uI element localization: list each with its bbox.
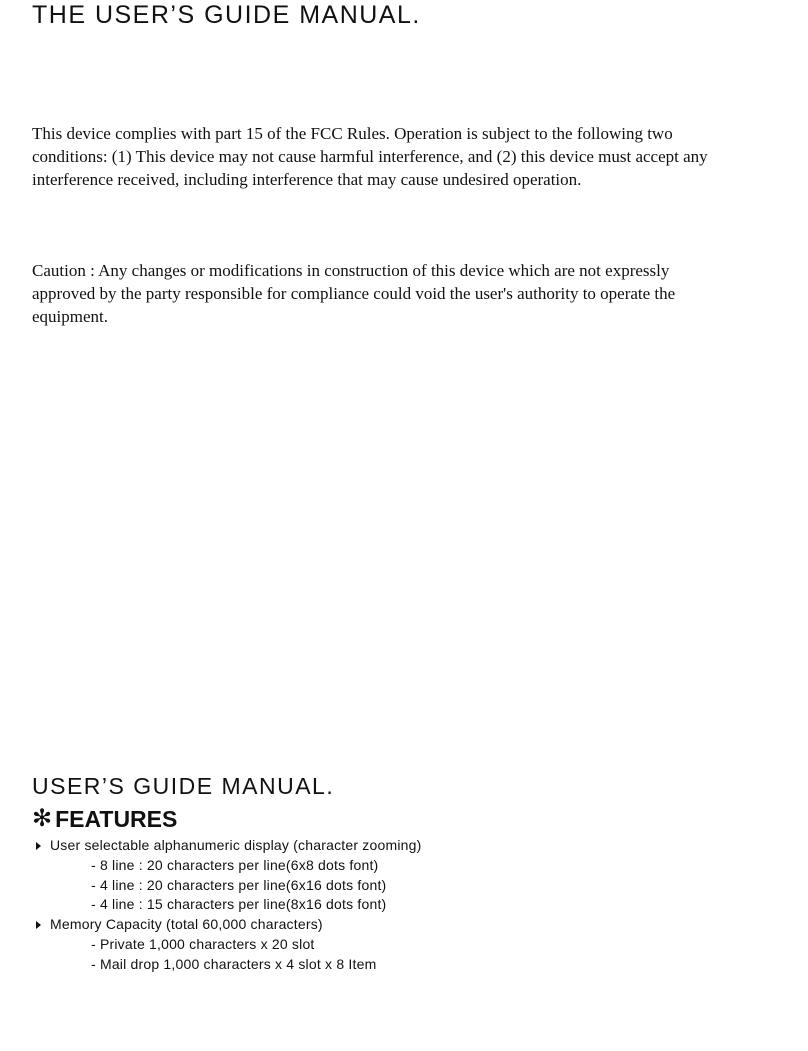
feature-subitem-text: - 8 line : 20 characters per line(6x8 dots font) (91, 856, 379, 873)
triangle-bullet-icon (36, 921, 41, 929)
features-list (32, 836, 421, 975)
feature-text: Memory Capacity (total 60,000 characters) (50, 916, 323, 933)
feature-subitem-text: - 4 line : 15 characters per line(8x16 dots font) (91, 896, 387, 913)
asterisk-icon: ✻ (32, 805, 53, 832)
feature-subitem (32, 895, 421, 915)
feature-item-memory (32, 915, 421, 935)
page-title: THE USER’S GUIDE MANUAL. (32, 1, 421, 29)
section-title: USER’S GUIDE MANUAL. (32, 773, 335, 799)
feature-subitem (32, 856, 421, 876)
feature-text: User selectable alphanumeric display (character zooming) (50, 837, 422, 853)
feature-subitem-text: - Mail drop 1,000 characters x 4 slot x 8 Item (91, 955, 377, 972)
fcc-compliance-notice: This device complies with part 15 of the FCC Rules. Operation is subject to the following two conditions: (1) This device may not cause harmful interference, and (2) this device must accept any interference received, including interference that may cause undesired operation. (32, 124, 708, 189)
feature-subitem (32, 876, 421, 896)
feature-subitem (32, 935, 421, 955)
features-heading-label: FEATURES (55, 806, 178, 832)
features-heading (32, 804, 177, 834)
caution-notice: Caution : Any changes or modifications in construction of this device which are not expressly approved by the party responsible for compliance could void the user's authority to operate the equipment. (32, 261, 676, 326)
triangle-bullet-icon (36, 842, 41, 850)
feature-subitem-text: - 4 line : 20 characters per line(6x16 dots font) (91, 876, 387, 893)
feature-subitem (32, 955, 421, 975)
feature-item-display (32, 836, 421, 856)
feature-subitem-text: - Private 1,000 characters x 20 slot (91, 935, 315, 952)
